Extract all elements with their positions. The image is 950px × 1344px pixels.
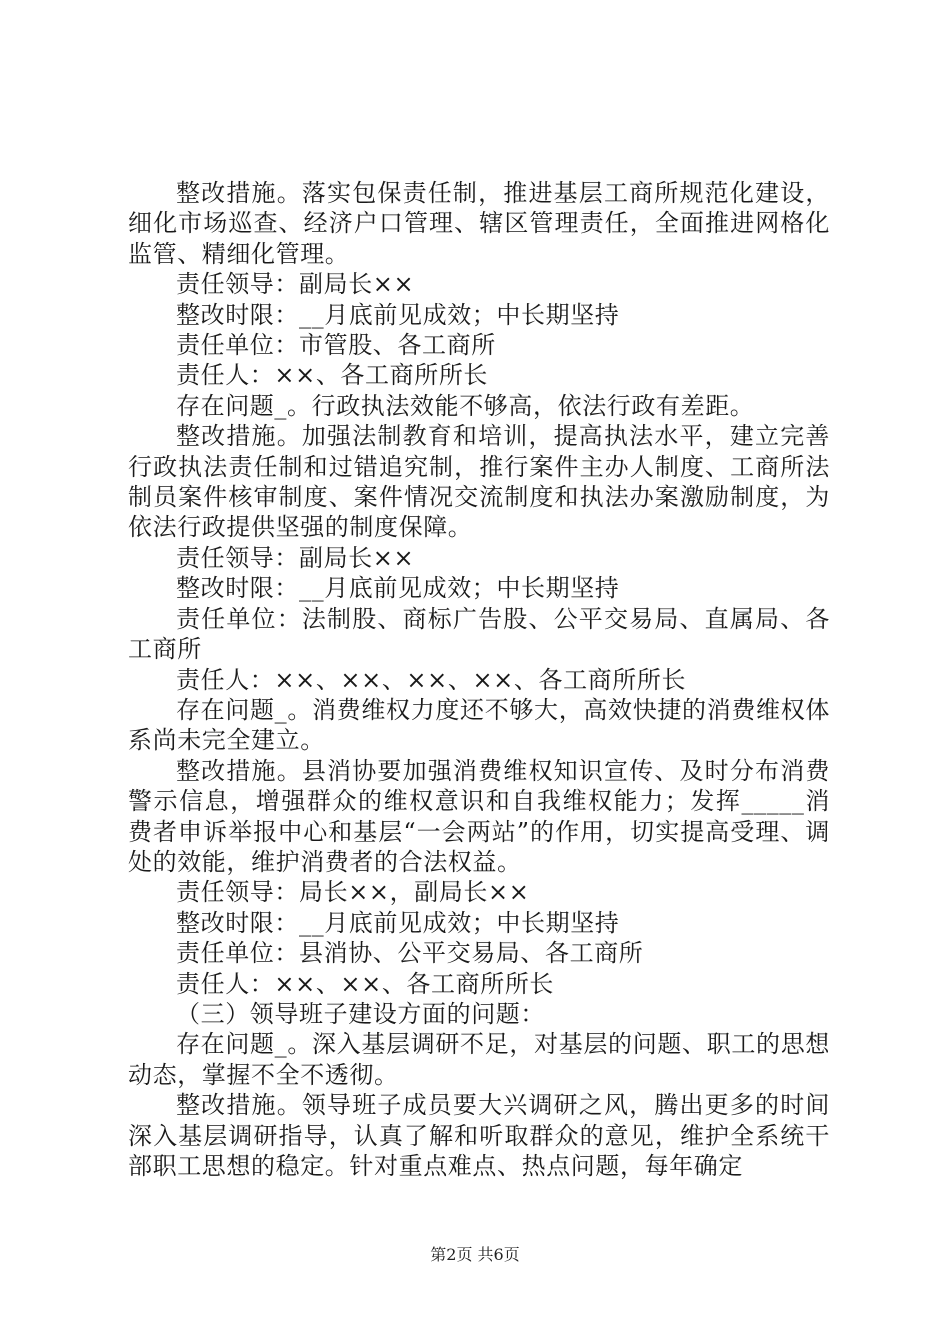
paragraph-11: 责任人：××、××、××、××、各工商所所长	[176, 665, 687, 694]
section-heading: （三）领导班子建设方面的问题：	[176, 999, 545, 1028]
paragraph-17: 责任人：××、××、各工商所所长	[176, 969, 555, 998]
paragraph-13: 整改措施。县消协要加强消费维权知识宣传、及时分布消费警示信息，增强群众的维权意识和自我维权能力；发挥_____消费者申诉举报中心和基层“一会两站”的作用，切实提高受理、调处的效能，维护消费者的合法权益。	[128, 756, 830, 876]
paragraph-8: 责任领导：副局长××	[176, 543, 415, 572]
paragraph-3: 整改时限：__月底前见成效；中长期坚持	[176, 300, 620, 329]
paragraph-12: 存在问题_。消费维权力度还不够大，高效快捷的消费维权体系尚未完全建立。	[128, 695, 830, 755]
paragraph-15: 整改时限：__月底前见成效；中长期坚持	[176, 908, 620, 937]
paragraph-1: 整改措施。落实包保责任制，推进基层工商所规范化建设，细化市场巡查、经济户口管理、辖区管理责任，全面推进网格化监管、精细化管理。	[128, 179, 830, 268]
paragraph-9: 整改时限：__月底前见成效；中长期坚持	[176, 574, 620, 603]
paragraph-7: 整改措施。加强法制教育和培训，提高执法水平，建立完善行政执法责任制和过错追究制，推行案件主办人制度、工商所法制员案件核审制度、案件情况交流制度和执法办案激励制度，为依法行政提供坚强的制度保障。	[128, 422, 830, 542]
paragraph-4: 责任单位：市管股、各工商所	[176, 331, 496, 360]
paragraph-19: 存在问题_。深入基层调研不足，对基层的问题、职工的思想动态，掌握不全不透彻。	[128, 1030, 830, 1089]
paragraph-20: 整改措施。领导班子成员要大兴调研之风，腾出更多的时间深入基层调研指导，认真了解和听取群众的意见，维护全系统干部职工思想的稳定。针对重点难点、热点问题，每年确定	[128, 1091, 830, 1180]
page-footer: 第2页 共6页	[430, 1245, 520, 1264]
paragraph-5: 责任人：××、各工商所所长	[176, 361, 489, 390]
paragraph-2: 责任领导：副局长××	[176, 270, 415, 299]
paragraph-14: 责任领导：局长××，副局长××	[176, 878, 530, 907]
paragraph-6: 存在问题_。行政执法效能不够高，依法行政有差距。	[176, 391, 755, 420]
document-body	[128, 178, 830, 1181]
paragraph-16: 责任单位：县消协、公平交易局、各工商所	[176, 939, 644, 968]
paragraph-10: 责任单位：法制股、商标广告股、公平交易局、直属局、各工商所	[128, 604, 830, 664]
